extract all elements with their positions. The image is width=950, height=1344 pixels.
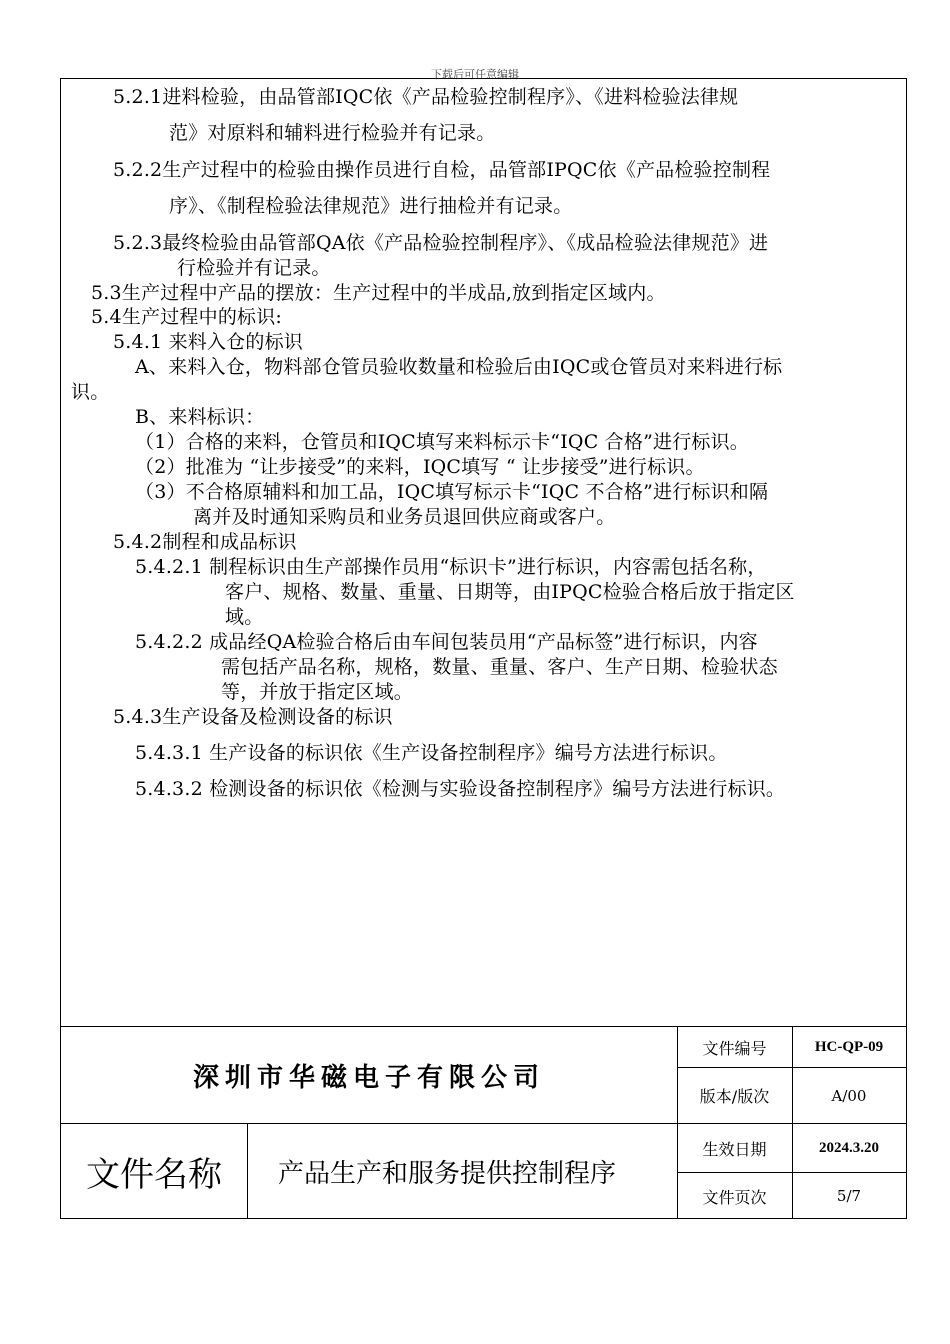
body-line: 等，并放于指定区域。 [221,681,414,703]
document-body [61,79,906,1026]
doc-name: 产品生产和服务提供控制程序 [278,1159,617,1189]
body-line: （3）不合格原辅料和加工品，IQC填写标示卡“IQC 不合格”进行标识和隔 [135,481,769,503]
body-line: A、来料入仓，物料部仓管员验收数量和检验后由IQC或仓管员对来料进行标 [135,356,783,378]
body-line: 域。 [225,606,264,628]
body-line: 需包括产品名称，规格，数量、重量、客户、生产日期、检验状态 [221,656,778,678]
page-number: 5/7 [836,1187,862,1205]
body-line: 5.4.3生产设备及检测设备的标识 [113,706,393,728]
body-line: 序》、《制程检验法律规范》进行抽检并有记录。 [169,195,573,217]
body-line: 5.2.3最终检验由品管部QA依《产品检验控制程序》、《成品检验法律规范》进 [113,232,769,254]
version-value: A/00 [831,1086,867,1105]
body-line: 5.4.3.1 生产设备的标识依《生产设备控制程序》编号方法进行标识。 [135,742,728,764]
watermark-text: 下载后可任意编辑 [431,68,519,81]
document-footer-table [61,1026,906,1219]
effective-date-label: 生效日期 [702,1139,767,1159]
body-line: 客户、规格、数量、重量、日期等，由IPQC检验合格后放于指定区 [225,581,795,603]
doc-number-label: 文件编号 [702,1038,767,1058]
doc-name-label: 文件名称 [86,1155,222,1195]
body-line: 行检验并有记录。 [177,257,331,279]
doc-number: HC-QP-09 [814,1038,884,1055]
body-line: 识。 [71,381,110,403]
body-line: 5.2.1进料检验，由品管部IQC依《产品检验控制程序》、《进料检验法律规 [113,86,739,108]
body-line: 5.3生产过程中产品的摆放：生产过程中的半成品,放到指定区域内。 [91,282,666,304]
body-line: 离并及时通知采购员和业务员退回供应商或客户。 [193,506,616,528]
body-line: （1）合格的来料，仓管员和IQC填写来料标示卡“IQC 合格”进行标识。 [135,431,749,453]
page-label: 文件页次 [702,1187,767,1207]
document-frame [60,78,907,1219]
body-line: 5.4.2制程和成品标识 [113,531,297,553]
body-line: 范》对原料和辅料进行检验并有记录。 [169,122,496,144]
body-line: 5.2.2生产过程中的检验由操作员进行自检，品管部IPQC依《产品检验控制程 [113,159,771,181]
body-line: 5.4生产过程中的标识: [91,306,283,328]
body-line: 5.4.3.2 检测设备的标识依《检测与实验设备控制程序》编号方法进行标识。 [135,778,786,800]
body-line: （2）批准为 “让步接受”的来料，IQC填写 “ 让步接受”进行标识。 [135,456,705,478]
body-line: 5.4.2.2 成品经QA检验合格后由车间包装员用“产品标签”进行标识，内容 [135,631,758,653]
version-label: 版本/版次 [699,1087,770,1106]
effective-date: 2024.3.20 [819,1139,879,1156]
body-line: B、来料标识： [135,406,265,428]
body-line: 5.4.2.1 制程标识由生产部操作员用“标识卡”进行标识，内容需包括名称， [135,556,767,578]
body-line: 5.4.1 来料入仓的标识 [113,331,303,353]
company-name: 深圳市华磁电子有限公司 [192,1062,545,1093]
